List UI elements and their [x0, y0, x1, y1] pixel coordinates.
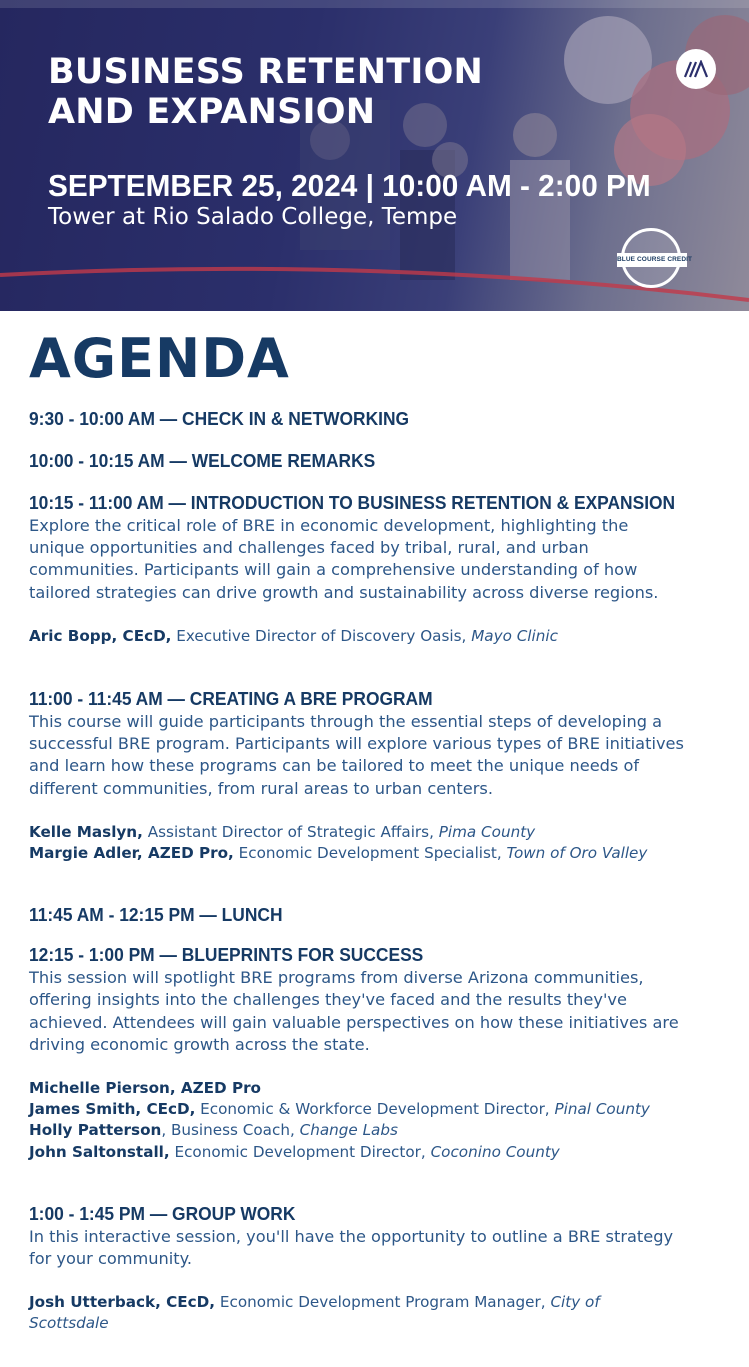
agenda-item: [29, 943, 729, 1163]
session-description: This session will spotlight BRE programs from diverse Arizona communities, offering insights into the challenges they've faced and the results they've achieved. Attendees will gain valuable perspectives on how these initiatives are driving economic growth across the state.: [29, 968, 679, 1054]
organization-logo-icon: [676, 49, 716, 89]
event-date-time: SEPTEMBER 25, 2024 | 10:00 AM - 2:00 PM: [48, 168, 651, 203]
session-description: In this interactive session, you'll have the opportunity to outline a BRE strategy for your community.: [29, 1226, 674, 1269]
speaker: Kelle Maslyn, Assistant Director of Strategic Affairs, Pima County: [29, 822, 536, 841]
hero-banner: [0, 0, 749, 311]
speaker: Michelle Pierson, AZED Pro: [29, 1079, 261, 1098]
event-title: BUSINESS RETENTION AND EXPANSION: [48, 52, 484, 132]
agenda-item: [29, 449, 729, 473]
speaker: Holly Patterson, Business Coach, Change Labs: [29, 1121, 398, 1140]
session-heading: 12:15 - 1:00 PM — BLUEPRINTS FOR SUCCESS: [29, 944, 424, 966]
agenda-title: AGENDA: [29, 327, 290, 390]
agenda-item: [29, 491, 729, 647]
session-heading: 10:15 - 11:00 AM — INTRODUCTION TO BUSINESS RETENTION & EXPANSION: [29, 492, 676, 513]
speaker: Aric Bopp, CEcD, Executive Director of Discovery Oasis, Mayo Clinic: [29, 626, 558, 645]
session-heading: 11:45 AM - 12:15 PM — LUNCH: [29, 904, 283, 926]
agenda-item: [29, 1202, 729, 1335]
session-heading: 9:30 - 10:00 AM — CHECK IN & NETWORKING: [29, 408, 410, 429]
agenda-item: [29, 687, 729, 864]
session-heading: 1:00 - 1:45 PM — GROUP WORK: [29, 1202, 296, 1224]
speaker: Josh Utterback, CEcD, Economic Development Program Manager, City of Scottsdale: [29, 1293, 600, 1333]
session-description: Explore the critical role of BRE in economic development, highlighting the unique opportunities and challenges faced by tribal, rural, and urban communities. Participants will gain a comprehensive understanding of how tailored strategies can drive growth and sustainability across diverse regions.: [29, 516, 659, 602]
session-heading: 11:00 - 11:45 AM — CREATING A BRE PROGRAM: [29, 688, 433, 710]
speaker-list: [29, 1078, 729, 1163]
course-credit-label: BLUE COURSE CREDIT: [617, 253, 687, 267]
speaker: John Saltonstall, Economic Development Director, Coconino County: [29, 1142, 560, 1161]
agenda-item: [29, 903, 729, 927]
speaker-list: [29, 822, 729, 864]
session-heading: 10:00 - 10:15 AM — WELCOME REMARKS: [29, 450, 376, 471]
speaker-list: [29, 626, 729, 647]
speaker: James Smith, CEcD, Economic & Workforce Development Director, Pinal County: [29, 1100, 650, 1119]
event-venue: Tower at Rio Salado College, Tempe: [48, 204, 458, 230]
course-credit-seal-icon: [617, 228, 693, 294]
agenda-section: [29, 326, 729, 1335]
session-description: This course will guide participants through the essential steps of developing a successful BRE program. Participants will explore various types of BRE initiatives and learn how these programs can be tailored to meet the unique needs of different communities, from rural areas to urban centers.: [29, 712, 684, 798]
speaker-list: [29, 1292, 729, 1334]
speaker: Margie Adler, AZED Pro, Economic Development Specialist, Town of Oro Valley: [29, 844, 648, 863]
agenda-item: [29, 407, 729, 431]
